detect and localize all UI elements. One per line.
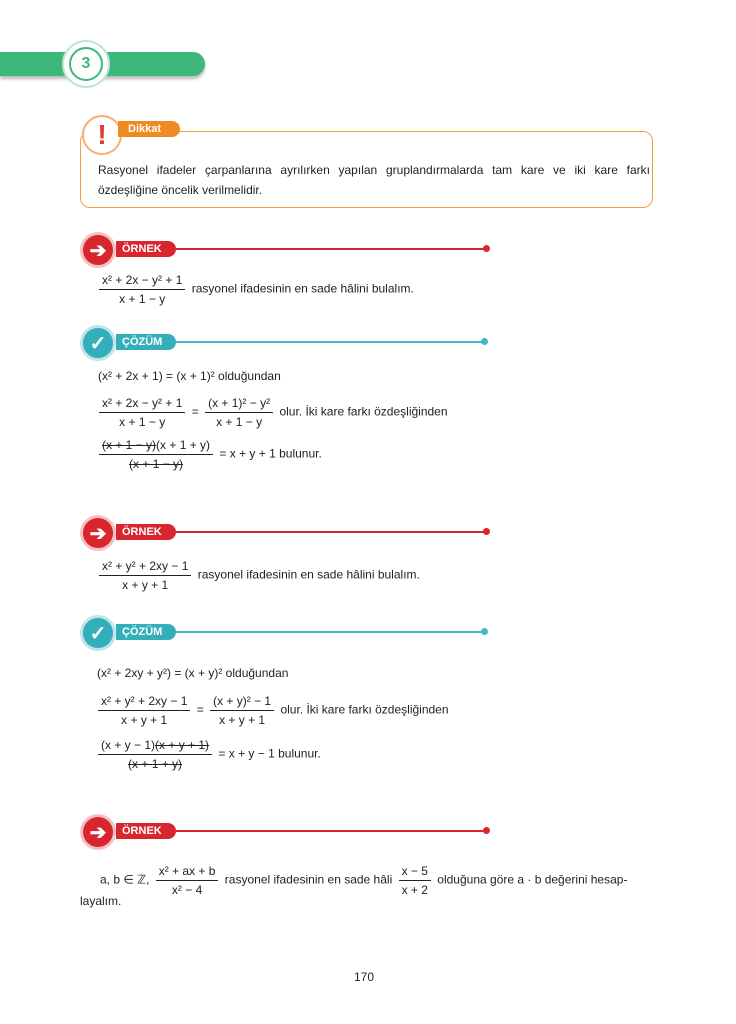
denominator: x + y + 1 bbox=[122, 578, 169, 592]
arrow-right-icon: ➔ bbox=[80, 232, 116, 268]
example-3 bbox=[100, 864, 627, 897]
dikkat-text: Rasyonel ifadeler çarpanlarına ayrılırken yapılan gruplandırmalarda tam kare ve iki kare farkı özdeşliğine öncelik verilmelidir. bbox=[98, 163, 650, 197]
result-text: = x + y − 1 bulunur. bbox=[218, 746, 321, 761]
factor: (x + y − 1) bbox=[101, 738, 156, 752]
factor: (x + 1 + y) bbox=[156, 438, 211, 452]
example-1 bbox=[96, 273, 414, 306]
numerator: (x + y)² − 1 bbox=[210, 694, 274, 711]
cozum-label: ÇÖZÜM bbox=[116, 334, 176, 350]
numerator: x − 5 bbox=[399, 864, 431, 881]
numerator: x² + y² + 2xy − 1 bbox=[98, 694, 190, 711]
solution-text: olur. İki kare farkı özdeşliğinden bbox=[280, 702, 449, 717]
cancelled-factor: (x + y + 1) bbox=[155, 738, 210, 752]
solution-line: (x² + 2xy + y²) = (x + y)² olduğundan bbox=[97, 666, 289, 680]
denominator: x + 2 bbox=[401, 883, 428, 897]
numerator: x² + 2x − y² + 1 bbox=[99, 396, 185, 413]
denominator: x² − 4 bbox=[171, 883, 203, 897]
example-text: a, b ∈ ℤ, bbox=[100, 872, 150, 887]
denominator: x + y + 1 bbox=[121, 713, 168, 727]
unit-number: 3 bbox=[69, 47, 103, 81]
example-2 bbox=[96, 559, 420, 592]
cancelled-factor: (x + 1 − y) bbox=[102, 438, 157, 452]
denominator: x + 1 − y bbox=[119, 415, 166, 429]
arrow-right-icon: ➔ bbox=[80, 515, 116, 551]
numerator: x² + ax + b bbox=[156, 864, 219, 881]
solution-text: olur. İki kare farkı özdeşliğinden bbox=[279, 404, 448, 419]
exclamation-icon: ! bbox=[82, 115, 122, 155]
divider-dot bbox=[483, 245, 490, 252]
ornek-label: ÖRNEK bbox=[116, 241, 176, 257]
denominator: x + 1 − y bbox=[216, 415, 263, 429]
checkmark-icon: ✓ bbox=[80, 325, 116, 361]
solution-line bbox=[95, 694, 449, 727]
solution-line bbox=[96, 396, 448, 429]
numerator: (x + 1)² − y² bbox=[205, 396, 273, 413]
solution-line: (x² + 2x + 1) = (x + 1)² olduğundan bbox=[98, 369, 281, 383]
ornek-label: ÖRNEK bbox=[116, 524, 176, 540]
cozum-label: ÇÖZÜM bbox=[116, 624, 176, 640]
equals: = bbox=[196, 702, 204, 717]
divider bbox=[176, 341, 484, 343]
divider bbox=[176, 631, 484, 633]
cancelled-factor: (x + 1 − y) bbox=[129, 457, 184, 471]
divider-dot bbox=[483, 528, 490, 535]
divider-dot bbox=[481, 628, 488, 635]
numerator: x² + 2x − y² + 1 bbox=[99, 273, 185, 290]
checkmark-icon: ✓ bbox=[80, 615, 116, 651]
dikkat-label: Dikkat bbox=[118, 121, 180, 137]
numerator: x² + y² + 2xy − 1 bbox=[99, 559, 191, 576]
divider bbox=[176, 248, 486, 250]
divider bbox=[176, 531, 486, 533]
example-text: rasyonel ifadesinin en sade hâli bbox=[224, 872, 393, 887]
ornek-label: ÖRNEK bbox=[116, 823, 176, 839]
equals: = bbox=[191, 404, 199, 419]
solution-line bbox=[95, 738, 321, 771]
example-text: olduğuna göre a · b değerini hesap- bbox=[437, 872, 628, 887]
example-text: rasyonel ifadesinin en sade hâlini bulalım. bbox=[197, 567, 420, 582]
denominator: x + y + 1 bbox=[219, 713, 266, 727]
arrow-right-icon: ➔ bbox=[80, 814, 116, 850]
denominator: x + 1 − y bbox=[119, 292, 166, 306]
example-text: rasyonel ifadesinin en sade hâlini bulalım. bbox=[191, 281, 414, 296]
example-text: layalım. bbox=[80, 894, 122, 908]
cancelled-factor: (x + 1 + y) bbox=[128, 757, 183, 771]
solution-line bbox=[96, 438, 322, 471]
unit-badge bbox=[62, 40, 110, 88]
divider-dot bbox=[483, 827, 490, 834]
page-number: 170 bbox=[354, 970, 375, 984]
divider-dot bbox=[481, 338, 488, 345]
divider bbox=[176, 830, 486, 832]
result-text: = x + y + 1 bulunur. bbox=[219, 446, 322, 461]
